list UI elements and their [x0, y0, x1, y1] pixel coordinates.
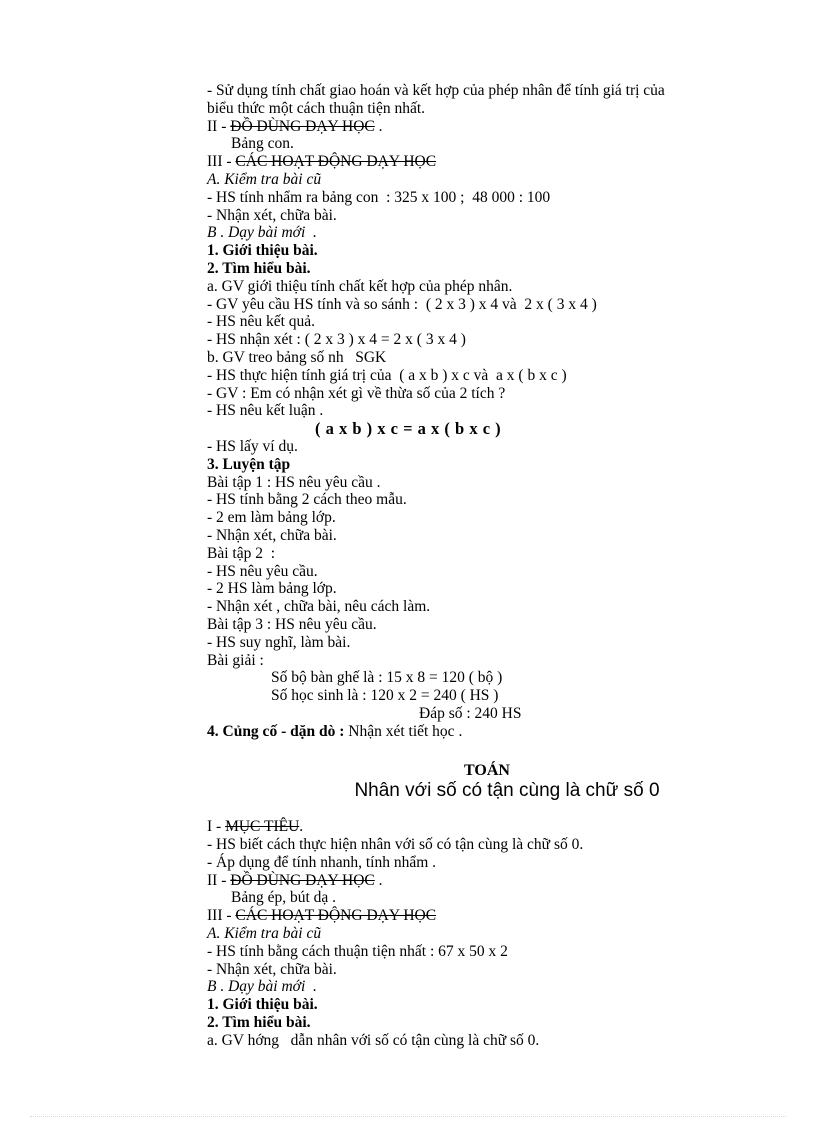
- text-line: a. GV giới thiệu tính chất kết hợp của phép nhân.: [207, 277, 513, 295]
- step-heading: 1. Giới thiệu bài.: [207, 996, 318, 1014]
- document-page: [207, 82, 767, 1050]
- solution-line: Số học sinh là : 120 x 2 = 240 ( HS ): [271, 687, 499, 705]
- summary-text: Nhận xét tiết học .: [344, 722, 463, 740]
- page-bottom-border: [30, 1116, 786, 1117]
- answer-line: Đáp số : 240 HS: [419, 704, 522, 722]
- text-line: - 2 HS làm bảng lớp.: [207, 580, 337, 598]
- text-line: - HS biết cách thực hiện nhân với số có tận cùng là chữ số 0.: [207, 836, 584, 854]
- materials-text: Bảng con.: [231, 135, 294, 153]
- intro-line: - Sử dụng tính chất giao hoán và kết hợp của phép nhân để tính giá trị của: [207, 82, 665, 99]
- heading-label: ĐỒ DÙNG DẠY HỌC: [230, 117, 375, 135]
- text-line: Bài tập 2 :: [207, 544, 276, 562]
- solution-line: Số bộ bàn ghế là : 15 x 8 = 120 ( bộ ): [271, 669, 503, 687]
- intro-line: biểu thức một cách thuận tiện nhất.: [207, 99, 426, 117]
- text-line: - HS lấy ví dụ.: [207, 437, 298, 455]
- spacer: [207, 802, 767, 818]
- step-heading: 3. Luyện tập: [207, 455, 291, 473]
- spacer: [207, 740, 767, 758]
- heading-materials: [207, 872, 767, 890]
- text-line: - GV yêu cầu HS tính và so sánh : ( 2 x 3 ) x 4 và 2 x ( 3 x 4 ): [207, 295, 597, 313]
- text-line: b. GV treo bảng số nh SGK: [207, 348, 387, 366]
- heading-suffix: .: [374, 117, 383, 135]
- heading-prefix: II -: [207, 117, 231, 135]
- text-line: - HS tính bằng 2 cách theo mẫu.: [207, 491, 407, 509]
- text-line: Bài tập 1 : HS nêu yêu cầu .: [207, 473, 381, 491]
- heading-activities: [207, 907, 767, 925]
- subject-title: TOÁN: [464, 762, 510, 780]
- lesson-title: Nhân với số có tận cùng là chữ số 0: [354, 780, 660, 802]
- text-line: - HS nêu kết quả.: [207, 313, 316, 331]
- text-line: - Nhận xét, chữa bài.: [207, 206, 337, 224]
- step-heading: 2. Tìm hiểu bài.: [207, 1014, 311, 1032]
- heading-prefix: III -: [207, 153, 236, 171]
- summary-label: 4. Củng cố - dặn dò :: [207, 722, 345, 740]
- text-line: - HS nêu kết luận .: [207, 402, 324, 420]
- formula: ( a x b ) x c = a x ( b x c ): [315, 419, 502, 439]
- step-heading: 2. Tìm hiểu bài.: [207, 259, 311, 277]
- text-line: - Áp dụng để tính nhanh, tính nhẩm .: [207, 853, 437, 871]
- text-line: - 2 em làm bảng lớp.: [207, 509, 336, 527]
- heading-label: CÁC HOẠT ĐỘNG DẠY HỌC: [235, 907, 437, 925]
- text-line: - HS suy nghĩ, làm bài.: [207, 633, 351, 651]
- text-line: a. GV hớng dẫn nhân với số có tận cùng là chữ số 0.: [207, 1031, 540, 1049]
- text-line: Bài tập 3 : HS nêu yêu cầu.: [207, 615, 377, 633]
- text-line: - GV : Em có nhận xét gì về thừa số của 2 tích ?: [207, 384, 506, 402]
- step-heading-summary: [207, 723, 767, 741]
- heading-suffix: .: [299, 818, 304, 836]
- heading-label: MỤC TIÊU: [225, 818, 300, 836]
- subheading-review: A. Kiểm tra bài cũ: [207, 925, 322, 943]
- subheading-new-lesson: B . Dạy bài mới .: [207, 978, 317, 996]
- materials-text: Bảng ép, bút dạ .: [231, 889, 337, 907]
- text-line: - Nhận xét , chữa bài, nêu cách làm.: [207, 598, 431, 616]
- text-line: - Nhận xét, chữa bài.: [207, 960, 337, 978]
- text-line: - HS thực hiện tính giá trị của ( a x b ) x c và a x ( b x c ): [207, 366, 567, 384]
- heading-materials: [207, 118, 767, 136]
- heading-label: ĐỒ DÙNG DẠY HỌC: [230, 871, 375, 889]
- heading-activities: [207, 153, 767, 171]
- text-line: - HS tính nhẩm ra bảng con : 325 x 100 ; 48 000 : 100: [207, 188, 551, 206]
- heading-prefix: III -: [207, 907, 236, 925]
- heading-label: CÁC HOẠT ĐỘNG DẠY HỌC: [235, 153, 437, 171]
- text-line: Bài giải :: [207, 651, 264, 669]
- heading-goals: [207, 818, 767, 836]
- subheading-review: A. Kiểm tra bài cũ: [207, 170, 322, 188]
- heading-suffix: .: [374, 871, 383, 889]
- heading-prefix: II -: [207, 871, 231, 889]
- heading-prefix: I -: [207, 818, 226, 836]
- step-heading: 1. Giới thiệu bài.: [207, 242, 318, 260]
- text-line: - HS nhận xét : ( 2 x 3 ) x 4 = 2 x ( 3 x 4 ): [207, 331, 466, 349]
- text-line: - HS tính bằng cách thuận tiện nhất : 67 x 50 x 2: [207, 942, 508, 960]
- text-line: - HS nêu yêu cầu.: [207, 562, 318, 580]
- subheading-new-lesson: B . Dạy bài mới .: [207, 224, 317, 242]
- text-line: - Nhận xét, chữa bài.: [207, 526, 337, 544]
